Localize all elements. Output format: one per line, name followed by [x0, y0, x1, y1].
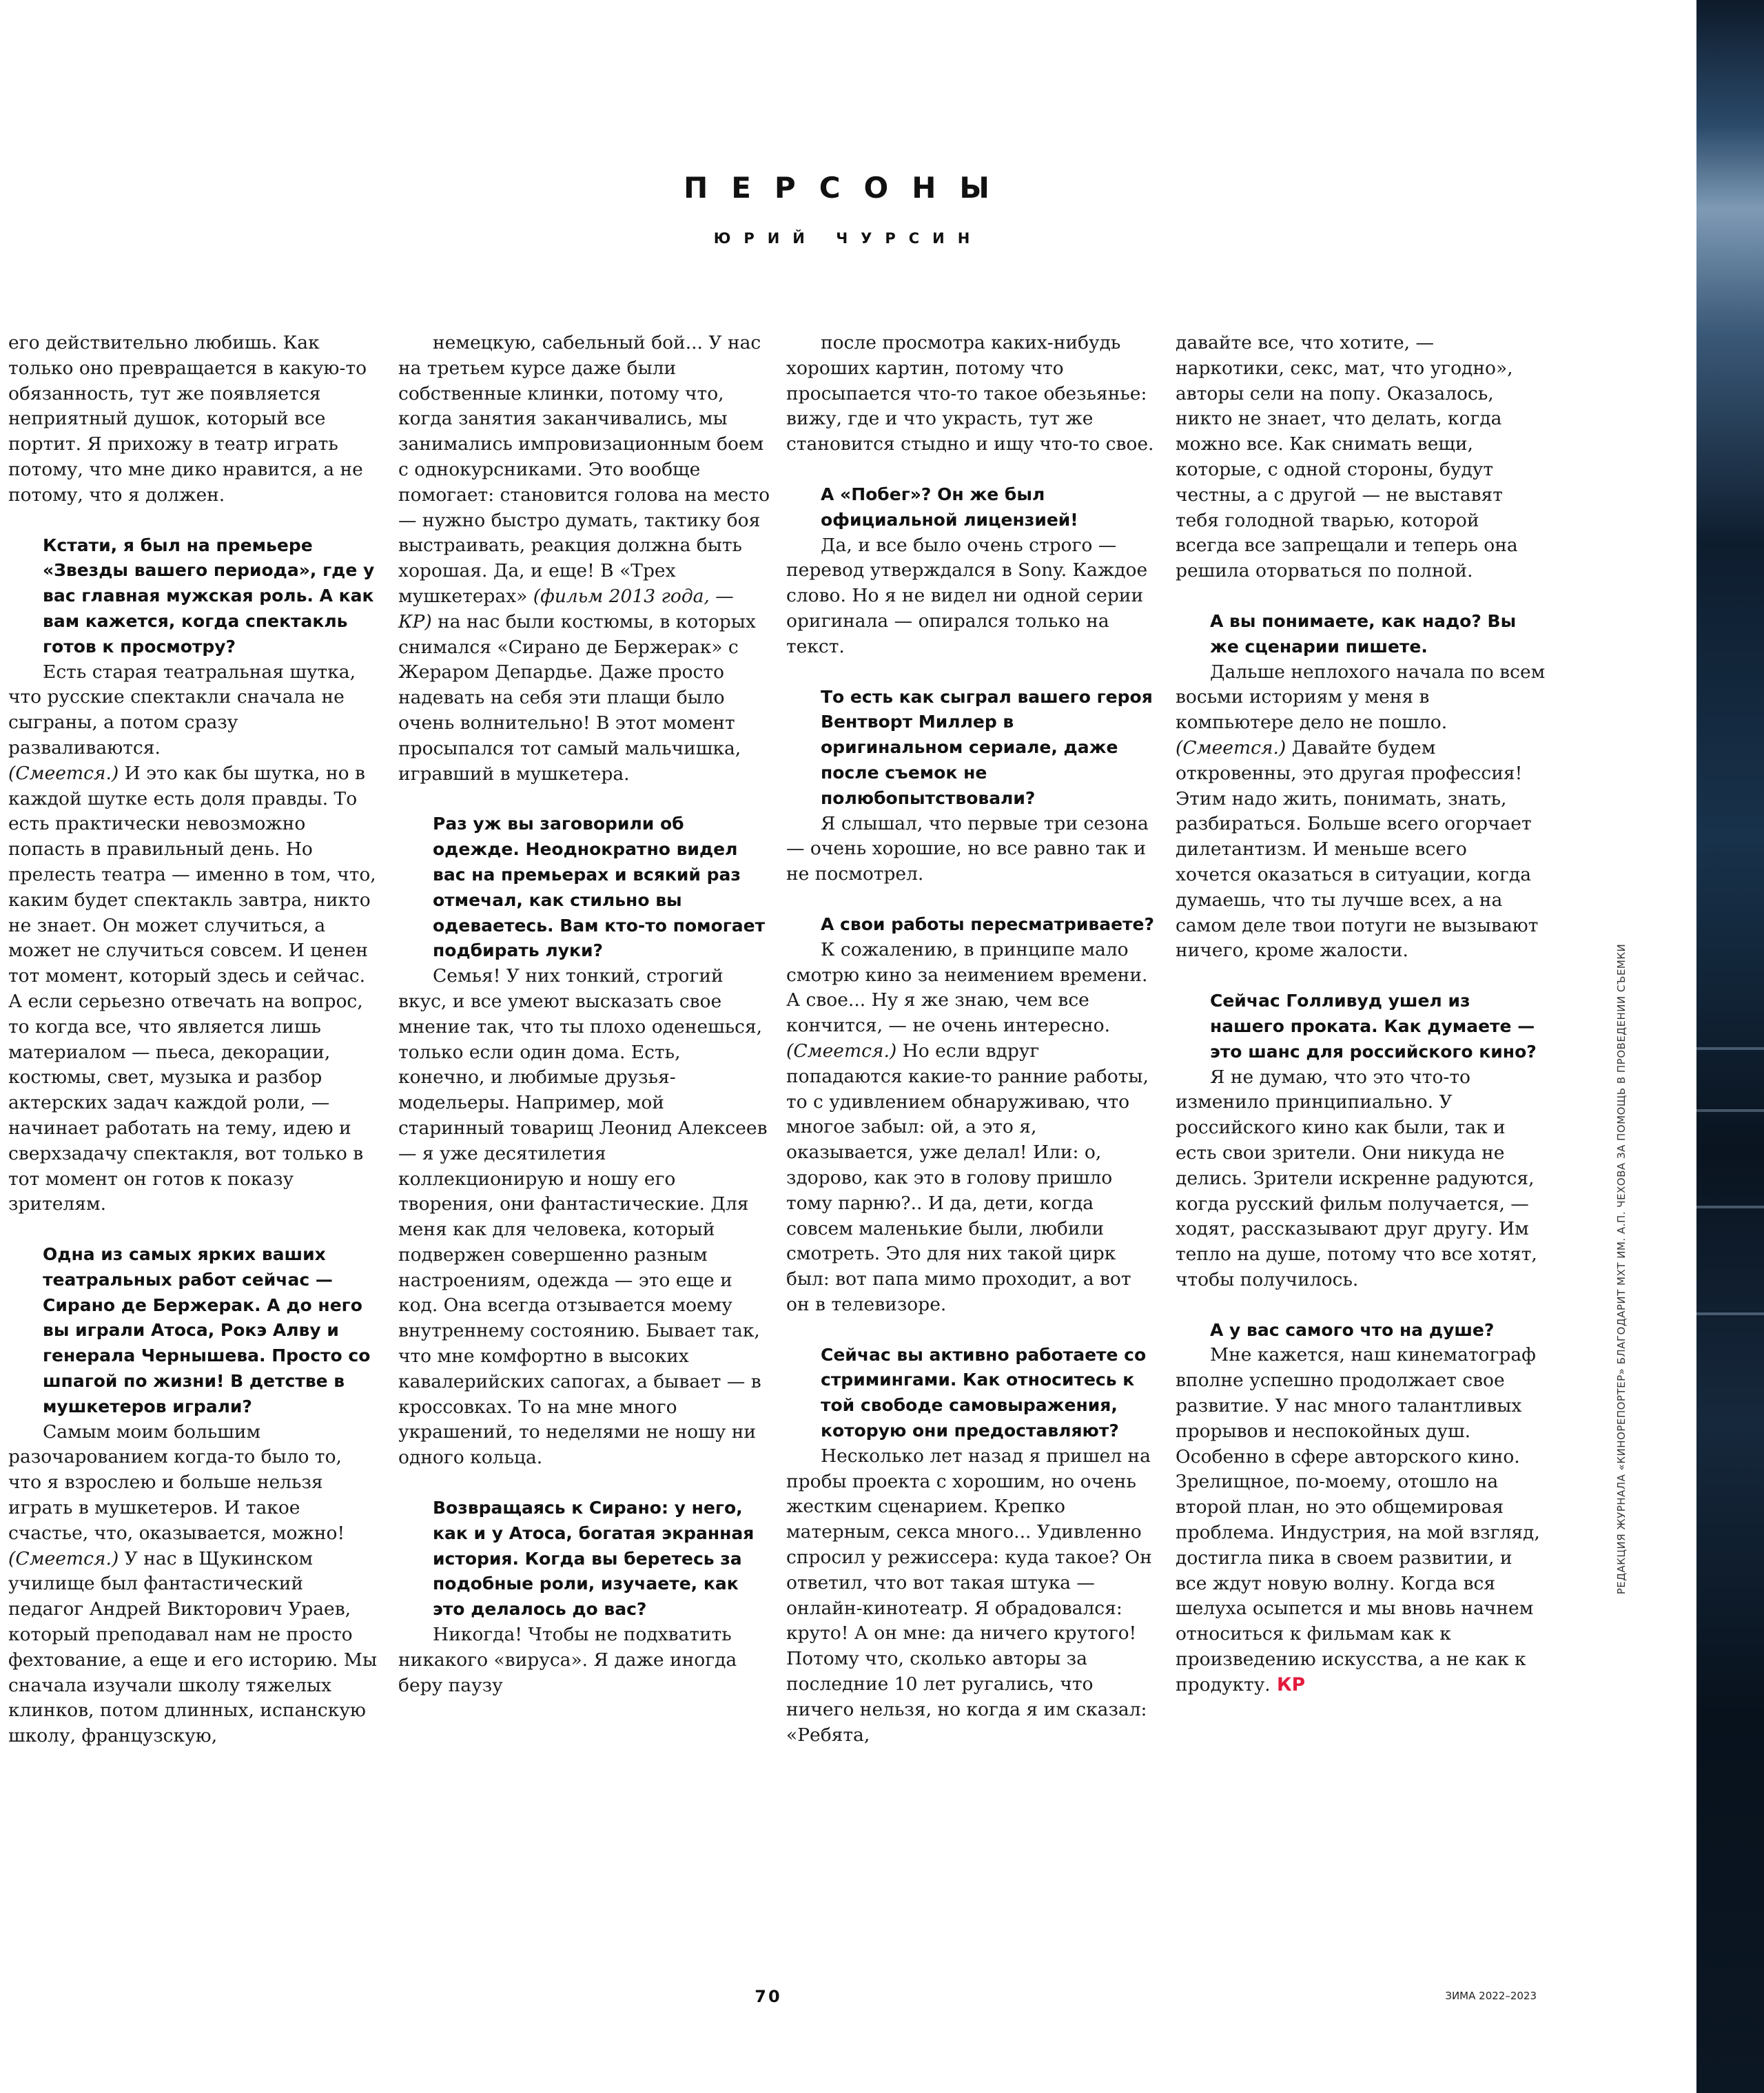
interview-question: Возвращаясь к Сирано: у него, как и у Атоса, богатая экранная история. Когда вы беретесь за подобные роли, изучаете, как это делалось до вас?	[433, 1498, 755, 1620]
answer-paragraph: его действительно любишь. Как только оно превращается в какую-то обязанность, тут же появляется неприятный душок, который все портит. Я прихожу в театр играть потому, что мне дико нравится, а не потому, что я должен.	[8, 332, 367, 506]
answer-paragraph: Семья! У них тонкий, строгий вкус, и все умеют высказать свое мнение так, что ты плохо оденешься, только если один дома. Есть, конечно, и любимые друзья-модельеры. Например, мой старинный товарищ Леонид Алексеев — я уже десятилетия коллекционирую и ношу его творения, они фантастические. Для меня как для человека, который подвержен совершенно разным настроениям, одежда — это еще и код. Она всегда отзывается моему внутреннему состоянию. Бывает так, что мне комфортно в высоких кавалерийских сапогах, а бывает — в кроссовках. То на мне много украшений, то неделями не ношу ни одного кольца.	[398, 965, 768, 1469]
author-name: ЮРИЙ ЧУРСИН	[713, 230, 983, 247]
interview-question: Сейчас Голливуд ушел из нашего проката. Как думаете — это шанс для российского кино?	[1210, 991, 1537, 1062]
answer-paragraph: Дальше неплохого начала по всем восьми историям у меня в компьютере дело не пошло. (Смеется.) Давайте будем откровенны, это другая профессия! Этим надо жить, понимать, знать, разбираться. Больше всего огорчает дилетантизм. И меньше всего хочется оказаться в ситуации, когда думаешь, что ты лучше всех, а на самом деле твои потуги не вызывают ничего, кроме жалости.	[1176, 661, 1546, 962]
answer-paragraph: Есть старая театральная шутка, что русские спектакли сначала не сыграны, а потом сразу разваливаются.	[8, 661, 356, 759]
section-title: ПЕРСОНЫ	[684, 171, 1013, 205]
interview-question: То есть как сыграл вашего героя Вентворт Миллер в оригинальном сериале, даже после съемок не полюбопытствовали?	[821, 686, 1153, 808]
interview-question: А вы понимаете, как надо? Вы же сценарии пишете.	[1210, 610, 1517, 657]
answer-paragraph: Мне кажется, наш кинематограф вполне успешно продолжает свое развитие. У нас много талантливых прорывов и неспокойных душ. Особенно в сфере авторского кино. Зрелищное, по-моему, отошло на второй план, но это общемировая проблема. Индустрия, на мой взгляд, достигла пика в своем развитии, и все ждут новую волну. Когда вся шелуха осыпется и мы вновь начнем относиться к фильмам как к произведению искусства, а не как к продукту. КР	[1176, 1344, 1540, 1695]
photo-credit	[1612, 943, 1630, 1595]
interview-question: А «Побег»? Он же был официальной лицензией!	[821, 484, 1078, 530]
answer-paragraph: К сожалению, в принципе мало смотрю кино за неимением времени. А свое... Ну я же знаю, чем все кончится, — не очень интересно. (Смеется.) Но если вдруг попадаются какие-то ранние работы, то с удивлением обнаруживаю, что многое забыл: ой, а это я, оказывается, уже делал! Или: о, здорово, как это в голову пришло тому парню?.. И да, дети, когда совсем маленькие были, любили смотреть. Это для них такой цирк был: вот папа мимо проходит, а вот он в телевизоре.	[786, 938, 1149, 1315]
answer-paragraph: немецкую, сабельный бой... У нас на третьем курсе даже были собственные клинки, потому что, когда занятия заканчивались, мы занимались импровизационным боем с однокурсниками. Это вообще помогает: становится голова на место — нужно быстро думать, тактику боя выстраивать, реакция должна быть хорошая. Да, и еще! В «Трех мушкетерах» (фильм 2013 года, — КР) на нас были костюмы, в которых снимался «Сирано де Бержерак» с Жераром Депардье. Даже просто надевать на себя эти плащи было очень волнительно! В этот момент просыпался тот самый мальчишка, игравший в мушкетера.	[398, 332, 770, 785]
interview-question: Раз уж вы заговорили об одежде. Неоднократно видел вас на премьерах и всякий раз отмечал, как стильно вы одеваетесь. Вам кто-то помогает подбирать луки?	[433, 814, 766, 961]
italic-aside: (фильм 2013 года, — КР)	[398, 585, 734, 632]
answer-paragraph: Самым моим большим разочарованием когда-то было то, что я взрослею и больше нельзя играть в мушкетеров. И такое счастье, что, оказывается, можно! (Смеется.) У нас в Щукинском училище был фантастический педагог Андрей Викторович Ураев, который преподавал нам не просто фехтование, а еще и его историю. Мы сначала изучали школу тяжелых клинков, потом длинных, испанскую школу, французскую,	[8, 1421, 378, 1747]
answer-paragraph: Я не думаю, что это что-то изменило принципиально. У российского кино как были, так и есть свои зрители. Они никуда не делись. Зрители искренне радуются, когда русский фильм получается, — ходят, рассказывают друг другу. Им тепло на душе, потому что все хотят, чтобы получилось.	[1176, 1066, 1537, 1290]
answer-paragraph: Никогда! Чтобы не подхватить никакого «вируса». Я даже иногда беру паузу	[398, 1624, 737, 1696]
answer-paragraph: Я слышал, что первые три сезона — очень хорошие, но все равно так и не посмотрел.	[786, 812, 1149, 885]
interview-question: А у вас самого что на душе?	[1210, 1319, 1495, 1340]
answer-paragraph: Несколько лет назад я пришел на пробы проекта с хорошим, но очень жестким сценарием. Крепко матерным, секса много... Удивленно спросил у режиссера: куда такое? Он ответил, что вот такая штука — онлайн-кинотеатр. Я обрадовался: круто! А он мне: да ничего крутого! Потому что, сколько авторы за последние 10 лет ругались, что ничего нельзя, но когда я им сказал: «Ребята,	[786, 1445, 1152, 1746]
italic-aside: (Смеется.)	[8, 1547, 119, 1569]
photo-edge-strip	[1696, 0, 1764, 2093]
italic-aside: (Смеется.)	[786, 1040, 897, 1062]
answer-paragraph: (Смеется.) И это как бы шутка, но в каждой шутке есть доля правды. То есть практически невозможно попасть в правильный день. Но прелесть театра — именно в том, что, каким будет спектакль завтра, никто не знает. Он может случиться, а может не случиться совсем. И ценен тот момент, который здесь и сейчас. А если серьезно отвечать на вопрос, то когда все, что является лишь материалом — пьеса, декорации, костюмы, свет, музыка и разбор актерских задач каждой роли, — начинает работать на тему, идею и сверхзадачу спектакля, вот только в тот момент он готов к показу зрителям.	[8, 762, 376, 1215]
italic-aside: (Смеется.)	[1176, 736, 1286, 759]
photo-credit-text: РЕДАКЦИЯ ЖУРНАЛА «КИНОРЕПОРТЕР» БЛАГОДАРИТ МХТ ИМ. А.П. ЧЕХОВА ЗА ПОМОЩЬ В ПРОВЕДЕНИИ СЪЕМКИ	[1615, 943, 1628, 1595]
text-column-1	[8, 331, 380, 1749]
page-number: 70	[755, 1987, 782, 2006]
interview-question: А свои работы пересматриваете?	[821, 914, 1154, 934]
issue-label: ЗИМА 2022–2023	[1445, 1990, 1537, 2002]
answer-paragraph: давайте все, что хотите, — наркотики, секс, мат, что угодно», авторы сели на попу. Оказалось, никто не знает, что делать, когда можно все. Как снимать вещи, которые, с одной стороны, будут честны, а с другой — не выставят тебя голодной тварью, которой всегда все запрещали и теперь она решила оторваться по полной.	[1176, 332, 1518, 582]
interview-question: Кстати, я был на премьере «Звезды вашего периода», где у вас главная мужская роль. А как вам кажется, когда спектакль готов к просмотру?	[43, 535, 375, 657]
interview-question: Сейчас вы активно работаете со стримингами. Как относитесь к той свободе самовыражения, которую они предоставляют?	[821, 1344, 1147, 1441]
text-column-2	[398, 331, 770, 1698]
interview-question: Одна из самых ярких ваших театральных работ сейчас — Сирано де Бержерак. А до него вы играли Атоса, Рокэ Алву и генерала Чернышева. Просто со шпагой по жизни! В детстве в мушкетеров играли?	[43, 1244, 371, 1416]
answer-paragraph: после просмотра каких-нибудь хороших картин, потому что просыпается что-то такое обезьяньe: вижу, где и что украсть, тут же становится стыдно и ищу что-то свое.	[786, 332, 1154, 455]
text-column-3	[786, 331, 1158, 1748]
end-mark-logo: КР	[1270, 1673, 1306, 1695]
answer-paragraph: Да, и все было очень строго — перевод утверждался в Sony. Каждое слово. Но я не видел ни одной серии оригинала — опирался только на текст.	[786, 534, 1148, 657]
text-column-4	[1176, 331, 1548, 1698]
italic-aside: (Смеется.)	[8, 762, 119, 784]
